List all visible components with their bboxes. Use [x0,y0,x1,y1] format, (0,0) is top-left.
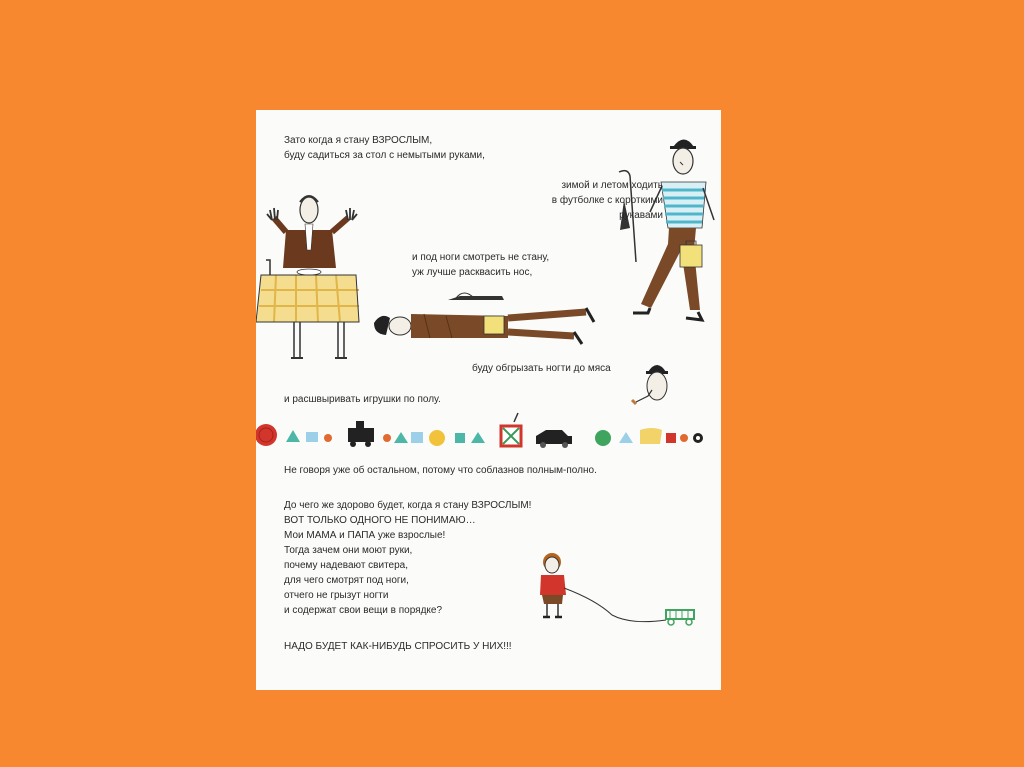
man-at-table-illustration [256,196,359,358]
question-line-4: Тогда зачем они моют руки, [284,545,413,556]
nail-biting-man-illustration [632,365,668,404]
question-line-5: почему надевают свитера, [284,560,409,571]
question-line-1: До чего же здорово будет, когда я стану ВЗРОСЛЫМ! [284,500,532,511]
nails-line: буду обгрызать ногти до мяса [472,363,611,374]
tshirt-line-1: зимой и летом ходить [561,180,663,191]
question-line-3: Мои МАМА и ПАПА уже взрослые! [284,530,446,541]
temptations-line: Не говоря уже об остальном, потому что соблазнов полным-полно. [284,465,597,476]
question-line-7: отчего не грызут ногти [284,590,389,601]
man-striped-shirt-illustration [619,140,714,321]
tshirt-line-3: рукавами [619,210,663,221]
question-line-8: и содержат свои вещи в порядке? [284,605,443,616]
boy-with-cart-illustration [540,553,694,625]
toys-row-illustration [256,413,703,448]
book-page [256,110,721,690]
closing-line: НАДО БУДЕТ КАК-НИБУДЬ СПРОСИТЬ У НИХ!!! [284,641,512,652]
question-line-6: для чего смотрят под ноги, [284,575,409,586]
intro-line-2: буду садиться за стол с немытыми руками, [284,150,485,161]
question-line-2: ВОТ ТОЛЬКО ОДНОГО НЕ ПОНИМАЮ… [284,515,476,526]
man-lying-illustration [374,293,594,344]
tshirt-line-2: в футболке с короткими [551,195,663,206]
feet-line-2: уж лучше расквасить нос, [412,267,533,278]
toys-line: и расшвыривать игрушки по полу. [284,394,441,405]
feet-line-1: и под ноги смотреть не стану, [412,252,550,263]
intro-line-1: Зато когда я стану ВЗРОСЛЫМ, [284,135,433,146]
